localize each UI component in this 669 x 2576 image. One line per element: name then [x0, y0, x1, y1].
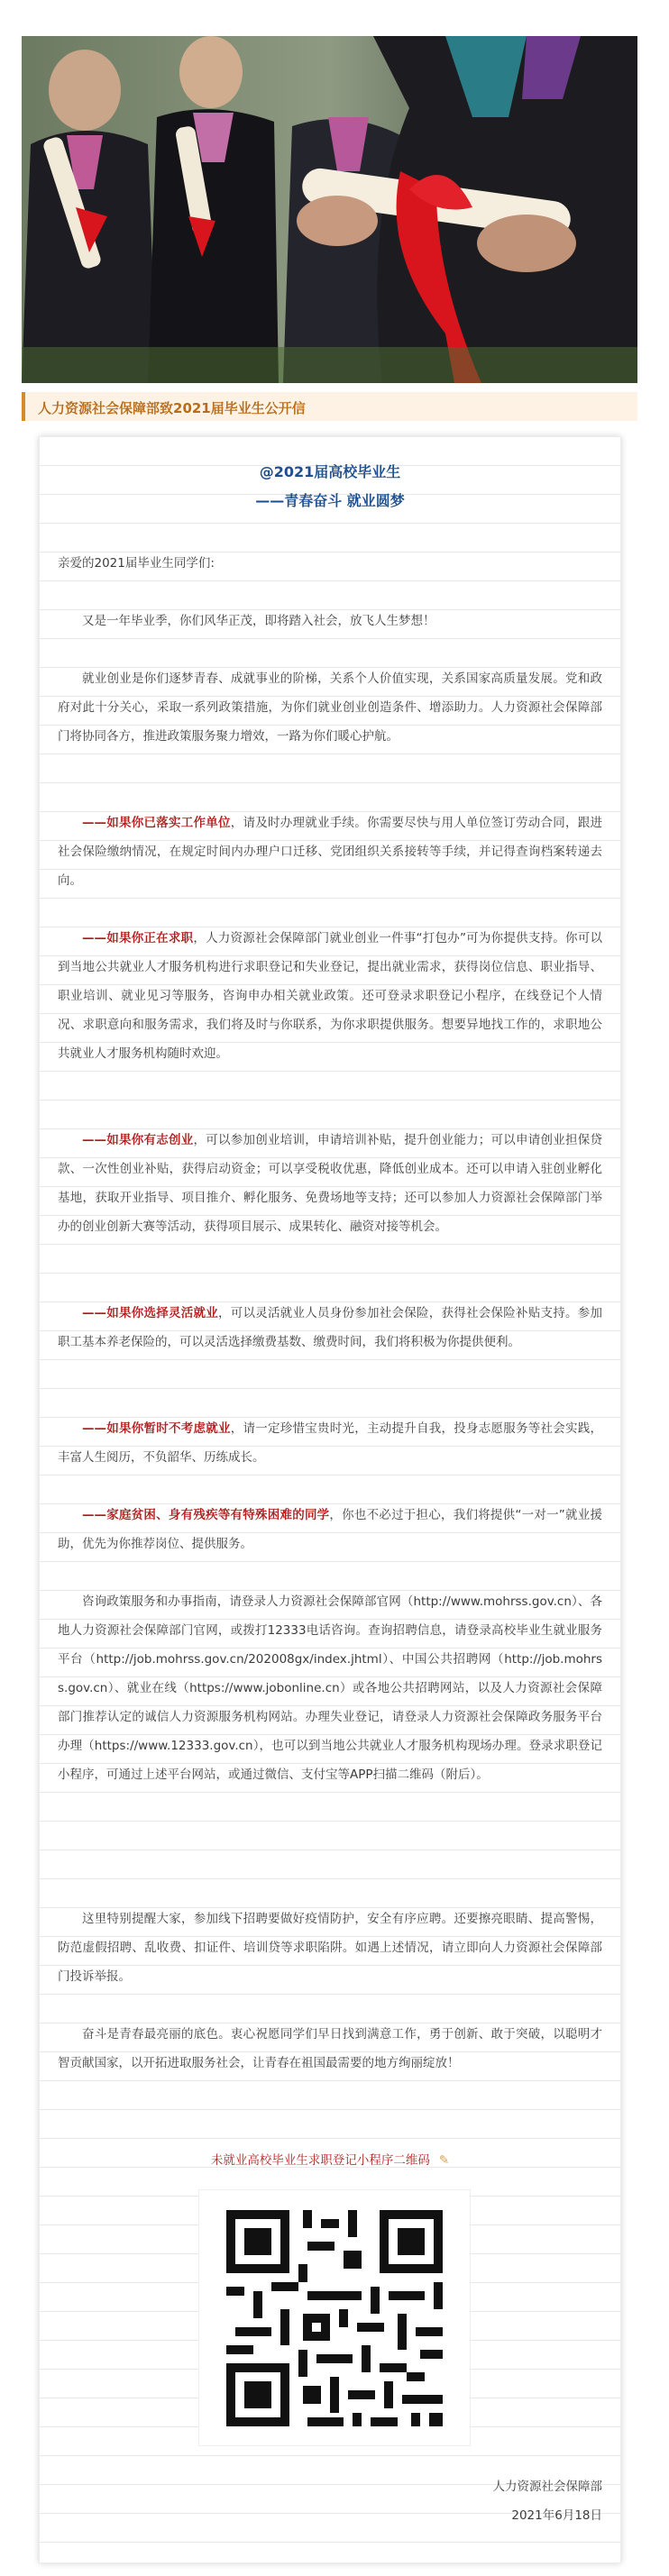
- letter-heading-1: @2021届高校毕业生: [259, 463, 401, 480]
- paragraph-not-employed: [58, 1414, 602, 1472]
- salutation: 亲爱的2021届毕业生同学们:: [58, 556, 215, 571]
- letter-card: [39, 436, 621, 2563]
- hero-image: [22, 36, 637, 383]
- lead-special-difficulty: ——家庭贫困、身有残疾等有特殊困难的同学: [82, 1508, 330, 1522]
- qr-caption: 未就业高校毕业生求职登记小程序二维码: [210, 2153, 430, 2168]
- qr-code-image: [199, 2190, 470, 2445]
- paragraph-employed: [58, 808, 602, 895]
- qr-code[interactable]: [198, 2189, 471, 2446]
- text-entrepreneurship: ，可以参加创业培训，申请培训补贴，提升创业能力；可以申请创业担保贷款、一次性创业补贴，获得启动资金；可以享受税收优惠，降低创业成本。还可以申请入驻创业孵化基地，获取开业指导、项目推介、孵化服务、免费场地等支持；还可以参加人力资源社会保障部门举办的创业创新大赛等活动，获得项目展示、成果转化、融资对接等机会。: [58, 1133, 602, 1234]
- paragraph-entrepreneurship: [58, 1126, 602, 1241]
- pencil-icon: ✎: [438, 2153, 450, 2168]
- graduates-photo: [22, 36, 637, 383]
- lead-employed: ——如果你已落实工作单位: [82, 816, 231, 830]
- paragraph-flexible-employment: [58, 1299, 602, 1357]
- lead-not-employed: ——如果你暂时不考虑就业: [82, 1421, 231, 1436]
- lead-job-seeking: ——如果你正在求职: [82, 931, 194, 945]
- paragraph-job-seeking: [58, 924, 602, 1068]
- text-not-employed: ，请一定珍惜宝贵时光，主动提升自我，投身志愿服务等社会实践，丰富人生阅历，不负韶华、历练成长。: [58, 1421, 602, 1465]
- lead-flexible-employment: ——如果你选择灵活就业: [82, 1306, 218, 1320]
- article-title-bar: [22, 392, 637, 421]
- intro-paragraph: 又是一年毕业季，你们风华正茂，即将踏入社会，放飞人生梦想！: [82, 614, 435, 628]
- text-employed: ，请及时办理就业手续。你需要尽快与用人单位签订劳动合同，跟进社会保险缴纳情况，在规定时间内办理户口迁移、党团组织关系接转等手续，并记得查询档案转递去向。: [58, 816, 602, 888]
- paragraph-special-difficulty: [58, 1501, 602, 1558]
- text-job-seeking: ，人力资源社会保障部门就业创业一件事“打包办”可为你提供支持。你可以到当地公共就业人才服务机构进行求职登记和失业登记，提出就业需求，获得岗位信息、职业指导、职业培训、就业见习等服务，咨询申办相关就业政策。还可登录求职登记小程序，在线登记个人情况、求职意向和服务需求，我们将及时与你联系，为你求职提供服务。想要异地找工作的，求职地公共就业人才服务机构随时欢迎。: [58, 931, 602, 1061]
- paragraph-warning: 这里特别提醒大家，参加线下招聘要做好疫情防护，安全有序应聘。还要擦亮眼睛、提高警惕，防范虚假招聘、乱收费、扣证件、培训贷等求职陷阱。如遇上述情况，请立即向人力资源社会保障部门投诉举报。: [58, 1912, 602, 1984]
- paragraph-closing: 奋斗是青春最亮丽的底色。衷心祝愿同学们早日找到满意工作，勇于创新、敢于突破，以聪明才智贡献国家，以开拓进取服务社会，让青春在祖国最需要的地方绚丽绽放！: [58, 2027, 602, 2070]
- signature-organization: 人力资源社会保障部: [492, 2480, 602, 2494]
- text-special-difficulty: ，你也不必过于担心，我们将提供“一对一”就业援助，优先为你推荐岗位、提供服务。: [58, 1508, 602, 1551]
- paragraph-employment-value: 就业创业是你们逐梦青春、成就事业的阶梯，关系个人价值实现，关系国家高质量发展。党和政府对此十分关心，采取一系列政策措施，为你们就业创业创造条件、增添助力。人力资源社会保障部门将协同各方，推进政策服务聚力增效，一路为你们暖心护航。: [58, 671, 602, 744]
- lead-entrepreneurship: ——如果你有志创业: [82, 1133, 194, 1147]
- signature-date: 2021年6月18日: [511, 2508, 602, 2523]
- qr-caption-row: [40, 2150, 620, 2168]
- letter-heading-2: ——青春奋斗 就业圆梦: [255, 492, 405, 509]
- paragraph-consultation: 咨询政策服务和办事指南，请登录人力资源社会保障部官网（http://www.mohrss.gov.cn）、各地人力资源社会保障部门官网，或拨打12333电话咨询。查询招聘信息，请登录高校毕业生就业服务平台（http://job.mohrss.gov.cn/202008gx/index.jhtml）、中国公共招聘网（http://job.mohrss.gov.cn）、就业在线（https://www.jobonline.cn）或各地公共招聘网站，以及人力资源社会保障部门推荐认定的诚信人力资源服务机构网站。办理失业登记，请登录人力资源社会保障政务服务平台办理（https://www.12333.gov.cn），也可以到当地公共就业人才服务机构现场办理。登录求职登记小程序，可通过上述平台网站，或通过微信、支付宝等APP扫描二维码（附后）。: [58, 1594, 602, 1782]
- article-title: 人力资源社会保障部致2021届毕业生公开信: [38, 400, 306, 416]
- text-flexible-employment: ，可以灵活就业人员身份参加社会保险，获得社会保险补贴支持。参加职工基本养老保险的，可以灵活选择缴费基数、缴费时间，我们将积极为你提供便利。: [58, 1306, 602, 1349]
